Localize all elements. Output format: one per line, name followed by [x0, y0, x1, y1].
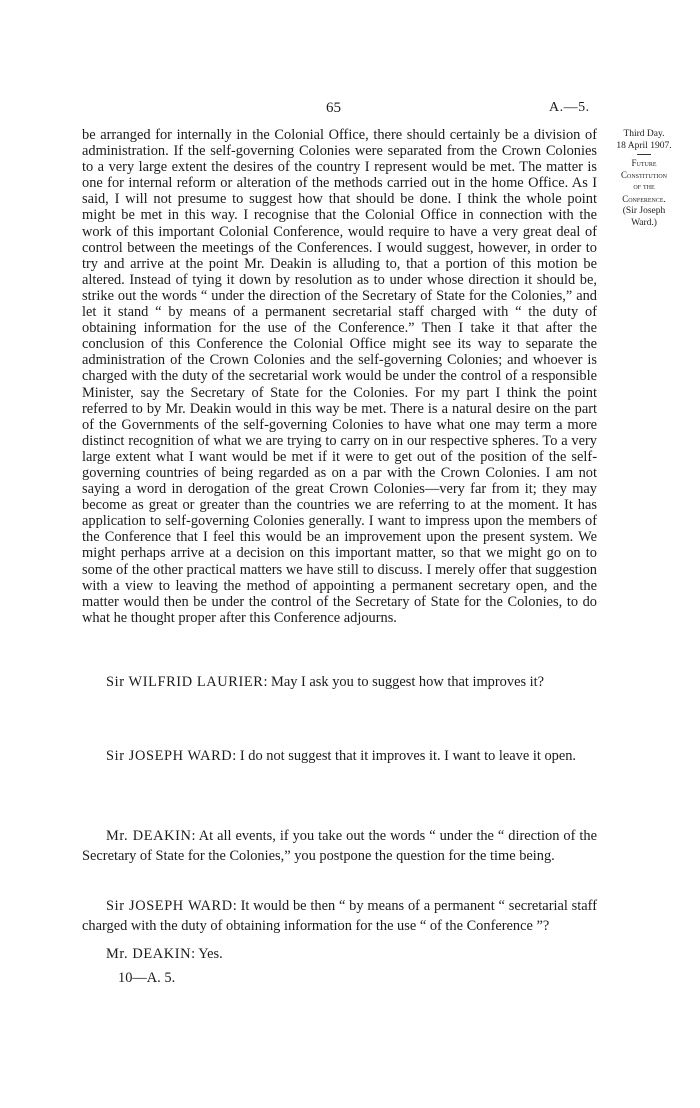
- margin-note-speaker: (Sir Joseph: [622, 206, 666, 216]
- speech-text: At all events, if you take out the words “ under the “ direction of the Secretary of State for the Colonies,” you postpone the question for the time being.: [82, 828, 597, 864]
- speech-text: It would be then “ by means of a permanent “ secretarial staff charged with the duty of obtaining information for the use “ of the Conference ”?: [82, 898, 597, 934]
- margin-note-topic: Future: [631, 158, 657, 168]
- speech-deakin-1: Mr. DEAKIN: At all events, if you take out the words “ under the “ direction of the Secretary of State for the Colonies,” you postpone the question for the time being.: [82, 828, 597, 864]
- speaker-name: Sir JOSEPH WARD: [106, 898, 233, 914]
- speaker-name: Sir WILFRID LAURIER: [106, 674, 264, 690]
- margin-note: [608, 128, 680, 229]
- speech-text: May I ask you to suggest how that improves it?: [271, 674, 545, 690]
- margin-note-date: 18 April 1907.: [616, 141, 672, 151]
- speaker-name: Mr. DEAKIN: [106, 946, 192, 962]
- margin-note-topic: Conference.: [622, 194, 666, 204]
- speech-ward-2: Sir JOSEPH WARD: It would be then “ by means of a permanent “ secretarial staff charged with the duty of obtaining information for the use “ of the Conference ”?: [82, 898, 597, 934]
- speech-deakin-2: Mr. DEAKIN: Yes.: [106, 946, 223, 962]
- paper-reference: A.—5.: [549, 100, 590, 115]
- margin-note-speaker: Ward.): [631, 218, 657, 228]
- page-number: 65: [326, 100, 341, 116]
- margin-note-topic: Constitution: [621, 170, 667, 180]
- speech-text: I do not suggest that it improves it. I want to leave it open.: [239, 748, 577, 764]
- speaker-name: Mr. DEAKIN: [106, 828, 192, 844]
- speech-laurier-1: Sir WILFRID LAURIER: May I ask you to suggest how that improves it?: [106, 674, 545, 690]
- signature-mark: 10—A. 5.: [118, 970, 176, 986]
- margin-note-day: Third Day.: [623, 129, 665, 139]
- speaker-name: Sir JOSEPH WARD: [106, 748, 233, 764]
- speech-text: Yes.: [198, 946, 223, 962]
- speech-ward-1: Sir JOSEPH WARD: I do not suggest that it improves it. I want to leave it open.: [106, 748, 577, 764]
- margin-note-rule: [637, 154, 651, 155]
- main-paragraph: be arranged for internally in the Colonial Office, there should certainly be a division of administration. If the self-governing Colonies were separated from the Crown Colonies to a very large extent the desires of the country I represent would be met. The matter is one for internal reform or alteration of the methods carried out in the home Office. As I said, I will not presume to suggest how that should be done. I think the whole point might be met in this way. I recognise that the Colonial Office in connection with the work of this important Colonial Conference, would require to have a very great deal of control between the meetings of the Conferences. I would suggest, however, in order to try and arrive at the point Mr. Deakin is alluding to, that a portion of this motion be altered. Instead of tying it down by resolution as to under whose direction it should be, strike out the words “ under the direction of the Secretary of State for the Colonies,” and let it stand “ by means of a permanent secretarial staff charged with “ the duty of obtaining information for the use of the Conference.” Then I take it that after the conclusion of this Conference the Colonial Office might see its way to separate the administration of the Crown Colonies and the self-governing Colonies; and whoever is charged with the duty of the secretarial work would be under the control of a responsible Minister, say the Secretary of State for the Colonies. For my part I think the point referred to by Mr. Deakin would in this way be met. There is a natural desire on the part of the Governments of the self-governing Colonies to have what one may term a more distinct recognition of what we are trying to carry on in our respective spheres. To a very large extent what I want would be met if it were to get out of the position of the self-governing countries of being regarded as on a par with the Crown Colonies. I am not saying a word in derogation of the great Crown Colonies—very far from it; they may become as great or greater than the countries we are referring to at the moment. It has application to self-governing Colonies generally. I want to impress upon the members of the Conference that I feel this would be an improvement upon the present system. We might perhaps arrive at a decision on this important matter, so that we might go on to some of the other practical matters we have still to discuss. I merely offer that suggestion with a view to leaving the method of appointing a permanent secretary open, and the matter would then be under the control of the Secretary of State for the Colonies, to do what he thought proper after this Conference adjourns.: [82, 127, 597, 626]
- margin-note-topic: of the: [633, 182, 655, 191]
